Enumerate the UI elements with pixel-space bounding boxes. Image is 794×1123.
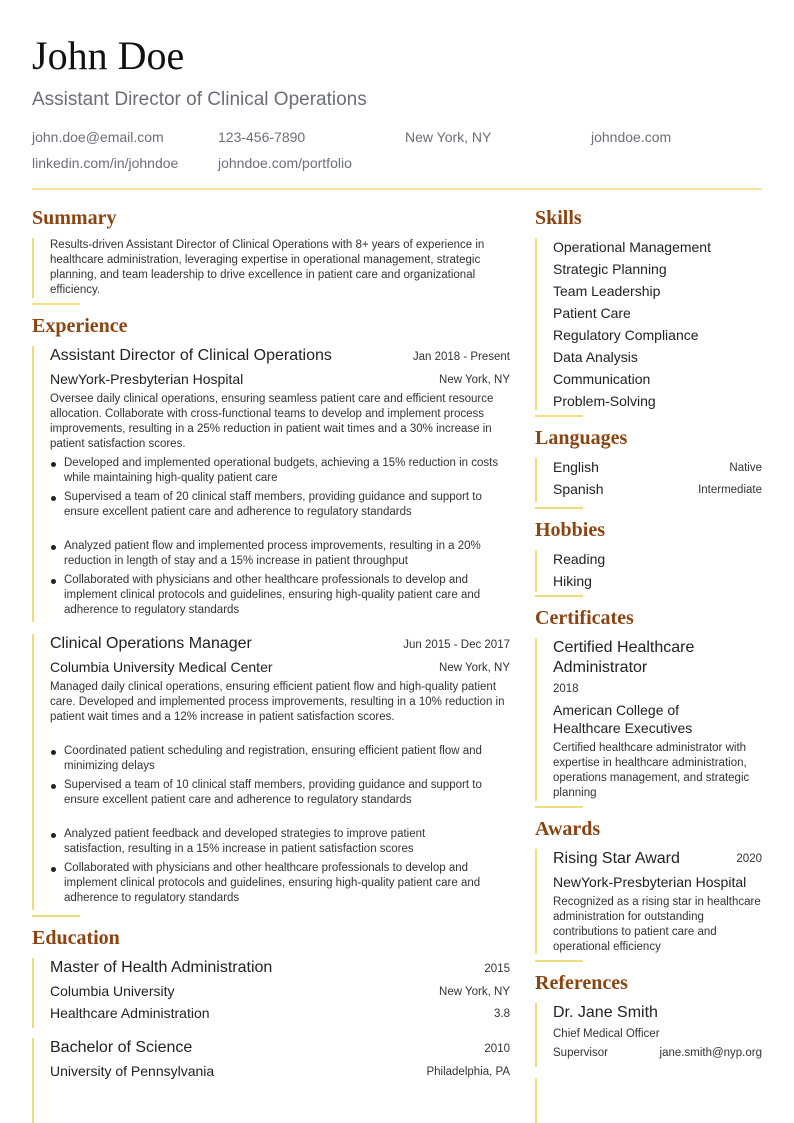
reference-role: Chief Medical Officer <box>553 1028 660 1040</box>
education-heading: Education <box>32 927 120 949</box>
education-degree: Master of Health Administration <box>50 959 273 976</box>
certificates-heading: Certificates <box>535 607 634 629</box>
contact-email[interactable]: john.doe@email.com <box>32 129 164 145</box>
reference-relation: Supervisor <box>553 1047 608 1059</box>
bullet-dot <box>51 750 56 755</box>
bullet-dot <box>51 545 56 550</box>
education-year: 2010 <box>484 1043 510 1055</box>
contact-phone[interactable]: 123-456-7890 <box>218 129 306 145</box>
award-description: Recognized as a rising star in healthcare administration for outstanding contributions to patient care and operational efficiency <box>553 896 761 953</box>
job-location: New York, NY <box>439 374 510 386</box>
references-heading: References <box>535 972 628 994</box>
contact-location: New York, NY <box>405 129 492 145</box>
job-title: Assistant Director of Clinical Operations <box>50 347 332 364</box>
bullet-dot <box>51 496 56 501</box>
candidate-name: John Doe <box>32 33 185 78</box>
award-issuer: NewYork-Presbyterian Hospital <box>553 874 747 890</box>
certificate-name-line1: Certified Healthcare <box>553 639 695 656</box>
job-accent-bar <box>32 346 34 622</box>
job-company: NewYork-Presbyterian Hospital <box>50 371 244 387</box>
job-location: New York, NY <box>439 662 510 674</box>
languages-accent-bar <box>535 458 537 502</box>
skill-item: Communication <box>553 371 651 387</box>
job-bullet: Analyzed patient flow and implemented process improvements, resulting in a 20% reduction in length of stay and a 15% increase in patient throughput <box>64 540 481 567</box>
languages-heading: Languages <box>535 427 628 449</box>
job-accent-bar <box>32 634 34 910</box>
job-dates: Jan 2018 - Present <box>412 351 510 363</box>
job-description: Managed daily clinical operations, ensuring efficient patient flow and high-quality patient care. Developed and implemented process improvements, resulting in a 10% reduction in patient wait times and a 12% increase in patient satisfaction scores. <box>50 681 505 723</box>
skills-accent-bar <box>535 238 537 410</box>
contact-linkedin[interactable]: linkedin.com/in/johndoe <box>32 155 179 171</box>
language-level: Intermediate <box>698 484 762 496</box>
summary-separator <box>32 303 80 305</box>
skill-item: Problem-Solving <box>553 393 656 409</box>
language-level: Native <box>729 462 762 474</box>
experience-heading: Experience <box>32 315 128 337</box>
job-bullet: Collaborated with physicians and other healthcare professionals to develop and implement clinical protocols and guidelines, ensuring high-quality patient care and adherence to regulatory standards <box>64 574 481 616</box>
reference-name: Dr. Jane Smith <box>553 1004 658 1021</box>
skill-item: Patient Care <box>553 305 631 321</box>
skill-item: Team Leadership <box>553 283 661 299</box>
bullet-dot <box>51 867 56 872</box>
education-location: New York, NY <box>439 986 510 998</box>
education-field: Healthcare Administration <box>50 1005 210 1021</box>
job-bullet: Developed and implemented operational budgets, achieving a 15% reduction in costs while maintaining high-quality patient care <box>64 457 499 484</box>
language-name: English <box>553 459 599 475</box>
certificates-accent-bar <box>535 638 537 801</box>
job-company: Columbia University Medical Center <box>50 659 273 675</box>
skills-separator <box>535 415 583 417</box>
languages-separator <box>535 507 583 509</box>
education-year: 2015 <box>484 963 510 975</box>
education-accent-bar <box>32 958 34 1028</box>
summary-accent-bar <box>32 238 34 298</box>
awards-accent-bar <box>535 849 537 954</box>
certificate-year: 2018 <box>553 683 579 695</box>
skill-item: Strategic Planning <box>553 261 667 277</box>
education-accent-bar <box>32 1038 34 1123</box>
education-location: Philadelphia, PA <box>426 1066 510 1078</box>
hobbies-accent-bar <box>535 550 537 592</box>
bullet-dot <box>51 784 56 789</box>
candidate-title: Assistant Director of Clinical Operations <box>32 89 367 110</box>
education-school: University of Pennsylvania <box>50 1063 215 1079</box>
experience-separator <box>32 915 80 917</box>
skill-item: Data Analysis <box>553 349 638 365</box>
job-bullet: Supervised a team of 20 clinical staff members, providing guidance and support to ensure excellent patient care and adherence to regulatory standards <box>64 491 482 518</box>
hobby-item: Reading <box>553 551 606 567</box>
summary-heading: Summary <box>32 207 117 229</box>
hobbies-heading: Hobbies <box>535 519 606 541</box>
job-dates: Jun 2015 - Dec 2017 <box>403 639 510 651</box>
awards-heading: Awards <box>535 818 601 840</box>
contact-portfolio[interactable]: johndoe.com/portfolio <box>218 155 352 171</box>
certificate-name-line2: Administrator <box>553 659 648 676</box>
language-name: Spanish <box>553 481 604 497</box>
job-bullet: Supervised a team of 10 clinical staff members, providing guidance and support to ensure excellent patient care and adherence to regulatory standards <box>64 779 482 806</box>
bullet-dot <box>51 579 56 584</box>
references-accent-bar <box>535 1078 537 1123</box>
summary-text: Results-driven Assistant Director of Clinical Operations with 8+ years of experience in healthcare administration, leveraging expertise in operational management, strategic planning, and team leadership to drive excellence in patient care and organizational efficiency. <box>50 239 485 296</box>
job-description: Oversee daily clinical operations, ensuring seamless patient care and efficient resource allocation. Collaborate with cross-functional teams to develop and implement process improvements, resulting in a 25% reduction in patient wait times and a 30% increase in patient satisfaction scores. <box>50 393 494 450</box>
certificate-issuer-line1: American College of <box>553 702 680 718</box>
hobby-item: Hiking <box>553 573 592 589</box>
award-name: Rising Star Award <box>553 850 680 867</box>
education-gpa: 3.8 <box>494 1008 510 1020</box>
skill-item: Regulatory Compliance <box>553 327 699 343</box>
certificate-description: Certified healthcare administrator with expertise in healthcare administration, operations management, and strategic planning <box>553 742 750 799</box>
contact-website[interactable]: johndoe.com <box>591 129 672 145</box>
education-school: Columbia University <box>50 983 175 999</box>
skills-heading: Skills <box>535 207 582 229</box>
bullet-dot <box>51 462 56 467</box>
header-divider <box>32 188 762 190</box>
job-title: Clinical Operations Manager <box>50 635 252 652</box>
certificates-separator <box>535 806 583 808</box>
certificate-issuer-line2: Healthcare Executives <box>553 720 693 736</box>
awards-separator <box>535 960 583 962</box>
job-bullet: Coordinated patient scheduling and registration, ensuring efficient patient flow and minimizing delays <box>64 745 482 772</box>
references-accent-bar <box>535 1003 537 1067</box>
education-degree: Bachelor of Science <box>50 1039 193 1056</box>
award-year: 2020 <box>736 853 762 865</box>
bullet-dot <box>51 833 56 838</box>
skill-item: Operational Management <box>553 239 711 255</box>
reference-email[interactable]: jane.smith@nyp.org <box>659 1047 762 1059</box>
job-bullet: Collaborated with physicians and other healthcare professionals to develop and implement clinical protocols and guidelines, ensuring high-quality patient care and adherence to regulatory standards <box>64 862 481 904</box>
job-bullet: Analyzed patient feedback and developed strategies to improve patient satisfaction, resulting in a 15% increase in patient satisfaction scores <box>64 828 426 855</box>
hobbies-separator <box>535 595 583 597</box>
